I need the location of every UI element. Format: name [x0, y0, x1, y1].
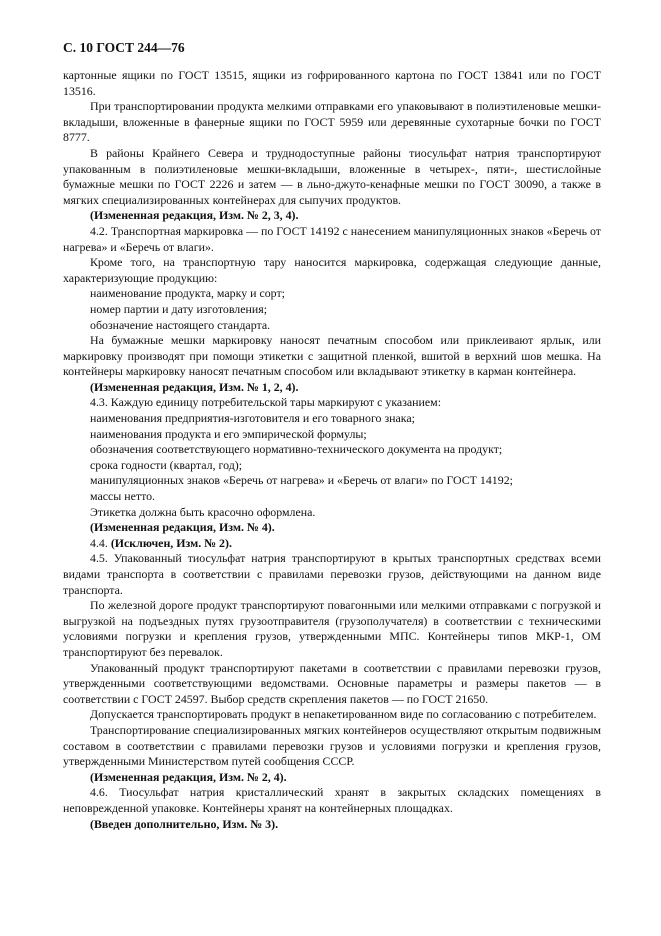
amendment-note: (Измененная редакция, Изм. № 4).: [90, 520, 275, 535]
amendment-note: (Измененная редакция, Изм. № 2, 3, 4).: [90, 208, 299, 223]
paragraph: На бумажные мешки маркировку наносят печатным способом или приклеивают ярлык, или маркировку производят при помощи этикетки с защитной пленкой, вшитой в верхний шов мешка. На контейнеры маркировку наносят печатным способом или вкладывают этикетку в карман контейнера.: [63, 333, 601, 379]
paragraph: По железной дороге продукт транспортируют повагонными или мелкими отправками с погрузкой и выгрузкой на подъездных путях грузоотправителя (грузополучателя) в соответствии с техническими условиями погрузки и крепления грузов, утвержденными МПС. Контейнеры типов МКР-1, ОМ транспортируют без перевалок.: [63, 598, 601, 659]
paragraph: При транспортировании продукта мелкими отправками его упаковывают в полиэтиленовые мешки-вкладыши, вложенные в фанерные ящики по ГОСТ 5959 или деревянные сухотарные бочки по ГОСТ 8777.: [63, 99, 601, 145]
amendment-note: (Измененная редакция, Изм. № 1, 2, 4).: [90, 379, 299, 394]
clause-4-4-excluded: (Исключен, Изм. № 2).: [110, 535, 232, 550]
page-header: С. 10 ГОСТ 244—76: [63, 40, 185, 55]
list-item: срока годности (квартал, год);: [90, 457, 243, 472]
clause-4-4-number: 4.4.: [90, 535, 111, 550]
list-item: манипуляционных знаков «Беречь от нагрева» и «Беречь от влаги» по ГОСТ 14192;: [90, 473, 513, 488]
clause-4-4: [63, 536, 601, 552]
list-item: наименования предприятия-изготовителя и его товарного знака;: [90, 411, 415, 426]
paragraph: Упакованный продукт транспортируют пакетами в соответствии с правилами перевозки грузов, утвержденными соответствующими ведомствами. Основные параметры и размеры пакетов — в соответствии с ГОСТ 24597. Выбор средств скрепления пакетов — по ГОСТ 21650.: [63, 660, 601, 706]
document-body: [63, 68, 601, 832]
amendment-note: (Введен дополнительно, Изм. № 3).: [90, 816, 279, 831]
list-item: наименование продукта, марку и сорт;: [90, 286, 285, 301]
list-item: обозначения соответствующего нормативно-технического документа на продукт;: [90, 442, 503, 457]
clause-4-3: 4.3. Каждую единицу потребительской тары маркируют с указанием:: [90, 395, 441, 410]
paragraph: картонные ящики по ГОСТ 13515, ящики из гофрированного картона по ГОСТ 13841 или по ГОСТ 13516.: [63, 68, 601, 98]
paragraph: В районы Крайнего Севера и труднодоступные районы тиосульфат натрия транспортируют упакованным в полиэтиленовые мешки-вкладыши, вложенные в четырех-, пяти-, шестислойные бумажные мешки по ГОСТ 2226 и затем — в льно-джуто-кенафные мешки по ГОСТ 30090, а также в мягких специализированных контейнерах для сыпучих продуктов.: [63, 145, 601, 207]
list-item: номер партии и дату изготовления;: [90, 301, 268, 316]
amendment-note: (Измененная редакция, Изм. № 2, 4).: [90, 769, 287, 784]
clause-4-5: 4.5. Упакованный тиосульфат натрия транспортируют в крытых транспортных средствах всеми видами транспорта в соответствии с правилами перевозки грузов, действующими на данном виде транспорта.: [63, 551, 601, 597]
paragraph: Этикетка должна быть красочно оформлена.: [90, 504, 316, 519]
list-item: массы нетто.: [90, 489, 156, 504]
paragraph: Транспортирование специализированных мягких контейнеров осуществляют открытым подвижным составом в соответствии с правилами перевозки грузов и условиями погрузки и крепления грузов, утвержденными Министерством путей сообщения СССР.: [63, 722, 601, 769]
list-item: наименования продукта и его эмпирической формулы;: [90, 426, 367, 441]
clause-4-6: 4.6. Тиосульфат натрия кристаллический хранят в закрытых складских помещениях в неповрежденной упаковке. Контейнеры хранят на контейнерных площадках.: [63, 785, 601, 815]
paragraph: Допускается транспортировать продукт в непакетированном виде по согласованию с потребителем.: [90, 707, 597, 722]
paragraph: Кроме того, на транспортную тару наносится маркировка, содержащая следующие данные, характеризующие продукцию:: [63, 255, 601, 285]
clause-4-2: 4.2. Транспортная маркировка — по ГОСТ 14192 с нанесением манипуляционных знаков «Беречь от нагрева» и «Беречь от влаги».: [63, 223, 601, 254]
list-item: обозначение настоящего стандарта.: [90, 317, 271, 332]
